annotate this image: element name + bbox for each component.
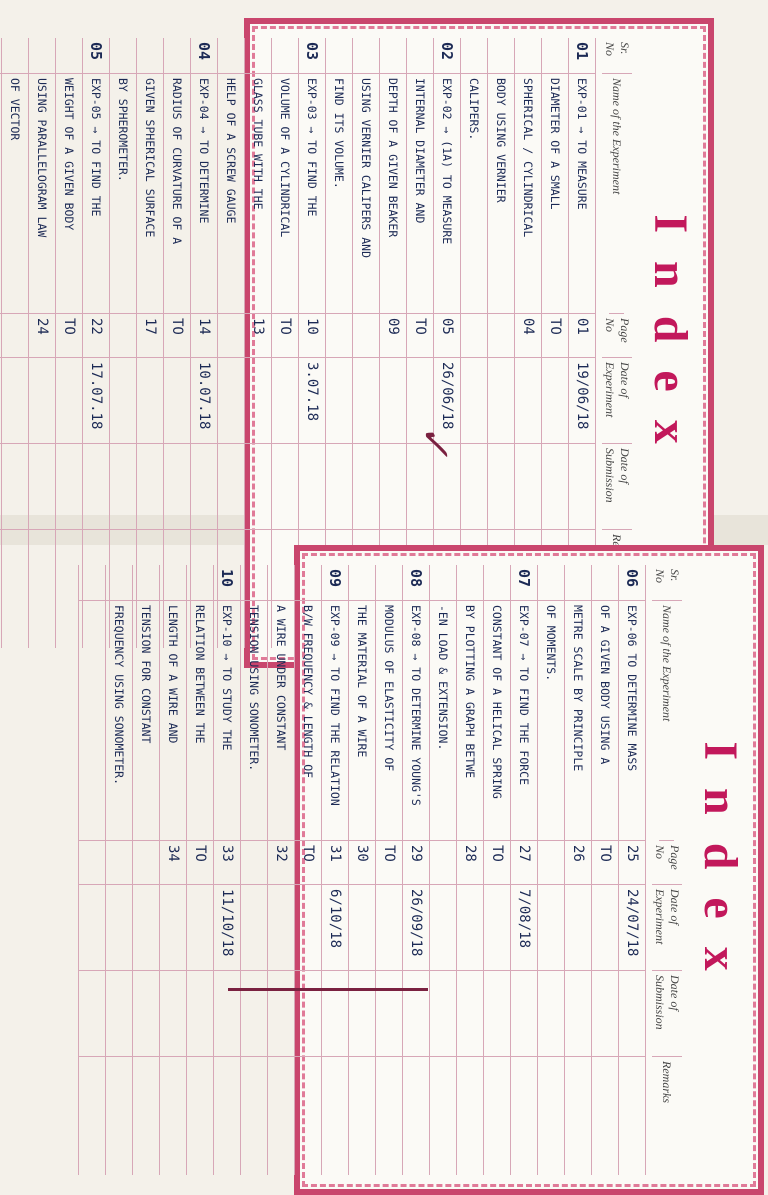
date-experiment-cell	[110, 358, 136, 444]
date-submission-cell	[322, 971, 348, 1057]
experiment-name-cell: WEIGHT OF A GIVEN BODY	[56, 74, 82, 314]
date-experiment-cell: 10.07.18	[191, 358, 217, 444]
remarks-cell	[268, 1057, 294, 1175]
rows-page2	[78, 565, 645, 1175]
date-submission-cell	[353, 444, 379, 530]
date-experiment-cell	[133, 885, 159, 971]
experiment-name-cell: MODULUS OF ELASTICITY OF	[376, 601, 402, 841]
experiment-name-cell: GIVEN SPHERICAL SURFACE	[137, 74, 163, 314]
sr-cell	[241, 565, 267, 601]
date-submission-cell	[299, 444, 325, 530]
empty-cell	[0, 74, 1, 314]
date-submission-cell	[187, 971, 213, 1057]
page-no-cell: 34	[160, 841, 186, 885]
empty-cell	[0, 358, 1, 444]
page-no-cell: TO	[295, 841, 321, 885]
sr-cell	[133, 565, 159, 601]
header-date-exp: Date of Experiment	[602, 358, 632, 444]
page-no-cell: TO	[272, 314, 298, 358]
sr-cell: 01	[569, 38, 595, 74]
date-submission-cell	[515, 444, 541, 530]
date-submission-cell	[592, 971, 618, 1057]
experiment-name-cell: LENGTH OF A WIRE AND	[160, 601, 186, 841]
header-page: Page No	[602, 314, 632, 358]
sr-cell	[187, 565, 213, 601]
date-submission-cell	[542, 444, 568, 530]
sr-cell: 03	[299, 38, 325, 74]
remarks-cell	[187, 1057, 213, 1175]
page-no-cell	[133, 841, 159, 885]
sr-cell	[407, 38, 433, 74]
experiment-name-cell: DEPTH OF A GIVEN BEAKER	[380, 74, 406, 314]
date-submission-cell	[295, 971, 321, 1057]
experiment-name-cell: USING VERNIER CALIPERS AND	[353, 74, 379, 314]
date-experiment-cell	[245, 358, 271, 444]
date-experiment-cell: 6/10/18	[322, 885, 348, 971]
date-experiment-cell	[218, 358, 244, 444]
page-no-cell: 32	[268, 841, 294, 885]
remarks-cell	[538, 1057, 564, 1175]
date-experiment-cell	[376, 885, 402, 971]
date-experiment-cell: 11/10/18	[214, 885, 240, 971]
table-row	[244, 38, 271, 648]
date-submission-cell	[565, 971, 591, 1057]
experiment-name-cell: GLASS TUBE WITH THE	[245, 74, 271, 314]
header-sr: Sr. No	[602, 38, 632, 74]
date-submission-cell	[380, 444, 406, 530]
page-no-cell: 25	[619, 841, 645, 885]
table-row	[429, 565, 456, 1175]
page-no-cell	[461, 314, 487, 358]
sr-cell	[110, 38, 136, 74]
sr-cell	[160, 565, 186, 601]
sr-cell	[349, 565, 375, 601]
header-date-exp: Date of Experiment	[652, 885, 682, 971]
table-row	[163, 38, 190, 648]
page-no-cell: TO	[407, 314, 433, 358]
remarks-cell	[457, 1057, 483, 1175]
date-submission-cell	[484, 971, 510, 1057]
experiment-name-cell: EXP-02 → (1A) TO MEASURE	[434, 74, 460, 314]
sr-cell	[515, 38, 541, 74]
experiment-name-cell: EXP-10 → TO STUDY THE	[214, 601, 240, 841]
page-no-cell	[538, 841, 564, 885]
date-experiment-cell	[457, 885, 483, 971]
table-row	[618, 565, 645, 1175]
date-submission-cell	[430, 971, 456, 1057]
date-submission-cell	[191, 444, 217, 530]
experiment-name-cell: RADIUS OF CURVATURE OF A	[164, 74, 190, 314]
table-row	[28, 38, 55, 648]
sr-cell	[218, 38, 244, 74]
remarks-cell	[2, 530, 28, 648]
date-submission-cell	[511, 971, 537, 1057]
page-no-cell: 28	[457, 841, 483, 885]
page-no-cell: 30	[349, 841, 375, 885]
date-submission-cell	[137, 444, 163, 530]
sr-cell: 02	[434, 38, 460, 74]
date-experiment-cell	[565, 885, 591, 971]
sr-cell	[268, 565, 294, 601]
remarks-cell	[322, 1057, 348, 1175]
page-no-cell: TO	[164, 314, 190, 358]
header-date-sub: Date of Submission	[652, 971, 682, 1057]
page-no-cell	[326, 314, 352, 358]
date-experiment-cell	[349, 885, 375, 971]
experiment-name-cell: BODY USING VERNIER	[488, 74, 514, 314]
empty-cell	[79, 601, 105, 841]
sr-cell	[565, 565, 591, 601]
table-row	[186, 565, 213, 1175]
date-submission-cell	[241, 971, 267, 1057]
date-submission-cell	[164, 444, 190, 530]
date-experiment-cell: 7/08/18	[511, 885, 537, 971]
page-no-cell: 01	[569, 314, 595, 358]
date-experiment-cell	[268, 885, 294, 971]
page-no-cell	[110, 314, 136, 358]
experiment-name-cell: EXP-01 → TO MEASURE	[569, 74, 595, 314]
date-experiment-cell	[430, 885, 456, 971]
date-submission-cell	[245, 444, 271, 530]
date-experiment-cell	[515, 358, 541, 444]
sr-cell	[461, 38, 487, 74]
sr-cell: 09	[322, 565, 348, 601]
experiment-name-cell: INTERNAL DIAMETER AND	[407, 74, 433, 314]
remarks-cell	[214, 1057, 240, 1175]
experiment-name-cell: OF MOMENTS.	[538, 601, 564, 841]
experiment-name-cell: EXP-06 TO DETERMINE MASS	[619, 601, 645, 841]
experiment-name-cell: DIAMETER OF A SMALL	[542, 74, 568, 314]
table-row	[213, 565, 240, 1175]
table-row	[217, 38, 244, 648]
date-submission-cell	[110, 444, 136, 530]
empty-cell	[0, 530, 1, 648]
sr-cell	[592, 565, 618, 601]
table-row	[82, 38, 109, 648]
sr-cell	[542, 38, 568, 74]
header-date-sub: Date of Submission	[602, 444, 632, 530]
sr-cell	[488, 38, 514, 74]
remarks-cell	[160, 1057, 186, 1175]
date-submission-cell	[326, 444, 352, 530]
sr-cell	[164, 38, 190, 74]
page-no-cell: 05	[434, 314, 460, 358]
date-experiment-cell	[137, 358, 163, 444]
remarks-cell	[484, 1057, 510, 1175]
table-row	[402, 565, 429, 1175]
date-experiment-cell	[29, 358, 55, 444]
page-no-cell	[430, 841, 456, 885]
table-row	[510, 565, 537, 1175]
date-experiment-cell: 26/09/18	[403, 885, 429, 971]
sr-cell	[484, 565, 510, 601]
date-experiment-cell	[380, 358, 406, 444]
remarks-cell	[295, 1057, 321, 1175]
sr-cell	[295, 565, 321, 601]
date-submission-cell	[56, 444, 82, 530]
date-submission-cell	[569, 444, 595, 530]
table-row	[240, 565, 267, 1175]
experiment-name-cell: TENSION USING SONOMETER.	[241, 601, 267, 841]
page-no-cell: 29	[403, 841, 429, 885]
remarks-cell	[106, 1057, 132, 1175]
experiment-name-cell: USING PARALLELOGRAM LAW	[29, 74, 55, 314]
page-no-cell: 13	[245, 314, 271, 358]
table-row	[105, 565, 132, 1175]
sr-cell	[353, 38, 379, 74]
date-experiment-cell: 24/07/18	[619, 885, 645, 971]
date-experiment-cell	[488, 358, 514, 444]
date-experiment-cell	[461, 358, 487, 444]
sr-cell: 08	[403, 565, 429, 601]
page-title: Index	[644, 214, 697, 472]
page-no-cell: 17	[137, 314, 163, 358]
date-submission-cell	[29, 444, 55, 530]
sr-cell	[272, 38, 298, 74]
sr-cell	[376, 565, 402, 601]
page-no-cell: 26	[565, 841, 591, 885]
page-no-cell: 04	[515, 314, 541, 358]
date-submission-cell	[349, 971, 375, 1057]
date-experiment-cell	[56, 358, 82, 444]
table-row	[159, 565, 186, 1175]
remarks-cell	[403, 1057, 429, 1175]
sr-cell	[56, 38, 82, 74]
empty-cell	[0, 314, 1, 358]
page-no-cell: 33	[214, 841, 240, 885]
table-row	[109, 38, 136, 648]
page-no-cell: 24	[29, 314, 55, 358]
page-no-cell: TO	[376, 841, 402, 885]
page-no-cell: TO	[592, 841, 618, 885]
table-row	[1, 38, 28, 648]
page-no-cell: 31	[322, 841, 348, 885]
experiment-name-cell: CALIPERS.	[461, 74, 487, 314]
header-sr: Sr. No	[652, 565, 682, 601]
checkmark-icon: ✓	[413, 424, 457, 458]
table-row	[483, 565, 510, 1175]
date-experiment-cell	[295, 885, 321, 971]
date-experiment-cell	[2, 358, 28, 444]
remarks-cell	[430, 1057, 456, 1175]
sr-cell: 07	[511, 565, 537, 601]
index-page-2	[112, 545, 764, 1195]
page-no-cell: TO	[56, 314, 82, 358]
sr-cell: 04	[191, 38, 217, 74]
date-experiment-cell	[272, 358, 298, 444]
table-header	[645, 565, 688, 1175]
sr-cell	[457, 565, 483, 601]
sr-cell	[430, 565, 456, 601]
date-experiment-cell: 26/06/18	[434, 358, 460, 444]
experiment-name-cell: EXP-05 → TO FIND THE	[83, 74, 109, 314]
experiment-name-cell: EXP-04 → TO DETERMINE	[191, 74, 217, 314]
page-no-cell: 10	[299, 314, 325, 358]
experiment-name-cell: SPHERICAL / CYLINDRICAL	[515, 74, 541, 314]
experiment-name-cell: EXP-07 → TO FIND THE FORCE	[511, 601, 537, 841]
empty-cell	[79, 971, 105, 1057]
page-no-cell	[241, 841, 267, 885]
experiment-name-cell: EXP-08 → TO DETERMINE YOUNG'S	[403, 601, 429, 841]
table-row	[78, 565, 105, 1175]
date-submission-cell	[619, 971, 645, 1057]
page-no-cell	[353, 314, 379, 358]
remarks-cell	[619, 1057, 645, 1175]
table-row	[321, 565, 348, 1175]
date-experiment-cell: 19/06/18	[569, 358, 595, 444]
sr-cell	[538, 565, 564, 601]
date-experiment-cell	[484, 885, 510, 971]
date-experiment-cell: 17.07.18	[83, 358, 109, 444]
remarks-cell	[376, 1057, 402, 1175]
date-experiment-cell	[542, 358, 568, 444]
date-experiment-cell	[241, 885, 267, 971]
remarks-cell	[592, 1057, 618, 1175]
experiment-name-cell: RELATION BETWEEN THE	[187, 601, 213, 841]
remarks-cell	[29, 530, 55, 648]
remarks-cell	[565, 1057, 591, 1175]
page-no-cell: TO	[484, 841, 510, 885]
page-no-cell: 27	[511, 841, 537, 885]
remarks-cell	[511, 1057, 537, 1175]
page-no-cell: 22	[83, 314, 109, 358]
page-no-cell	[2, 314, 28, 358]
date-submission-cell	[218, 444, 244, 530]
header-page: Page No	[652, 841, 682, 885]
signature-line	[228, 988, 428, 991]
date-experiment-cell	[592, 885, 618, 971]
page-title: Index	[694, 741, 747, 999]
sr-cell	[380, 38, 406, 74]
page-no-cell: 09	[380, 314, 406, 358]
experiment-name-cell: HELP OF A SCREW GAUGE	[218, 74, 244, 314]
empty-cell	[79, 885, 105, 971]
header-name: Name of the Experiment	[610, 74, 625, 314]
experiment-name-cell: EXP-03 → TO FIND THE	[299, 74, 325, 314]
empty-cell	[0, 444, 1, 530]
sr-cell: 10	[214, 565, 240, 601]
table-row	[55, 38, 82, 648]
experiment-name-cell: BY SPHEROMETER.	[110, 74, 136, 314]
sr-cell	[106, 565, 132, 601]
table-row	[564, 565, 591, 1175]
date-experiment-cell	[353, 358, 379, 444]
sr-cell: 05	[83, 38, 109, 74]
table-row	[294, 565, 321, 1175]
table-row	[0, 38, 1, 648]
date-submission-cell	[268, 971, 294, 1057]
page-no-cell: TO	[542, 314, 568, 358]
date-submission-cell	[272, 444, 298, 530]
experiment-name-cell: THE MATERIAL OF A WIRE	[349, 601, 375, 841]
date-submission-cell	[83, 444, 109, 530]
experiment-name-cell: -EN LOAD & EXTENSION.	[430, 601, 456, 841]
page-no-cell	[218, 314, 244, 358]
sr-cell: 06	[619, 565, 645, 601]
date-experiment-cell	[538, 885, 564, 971]
experiment-name-cell: FREQUENCY USING SONOMETER.	[106, 601, 132, 841]
experiment-name-cell: TENSION FOR CONSTANT	[133, 601, 159, 841]
date-experiment-cell: 3.07.18	[299, 358, 325, 444]
experiment-name-cell: CONSTANT OF A HELICAL SPRING	[484, 601, 510, 841]
table-row	[348, 565, 375, 1175]
date-experiment-cell	[160, 885, 186, 971]
remarks-cell	[349, 1057, 375, 1175]
index-table	[112, 565, 688, 1175]
experiment-name-cell: METRE SCALE BY PRINCIPLE	[565, 601, 591, 841]
date-submission-cell	[538, 971, 564, 1057]
table-row	[136, 38, 163, 648]
date-submission-cell	[2, 444, 28, 530]
experiment-name-cell: B/W FREQUENCY & LENGTH OF	[295, 601, 321, 841]
remarks-cell	[133, 1057, 159, 1175]
date-submission-cell	[488, 444, 514, 530]
date-submission-cell	[461, 444, 487, 530]
experiment-name-cell: OF VECTOR	[2, 74, 28, 314]
table-row	[456, 565, 483, 1175]
sr-cell	[29, 38, 55, 74]
experiment-name-cell: BY PLOTTING A GRAPH BETWE	[457, 601, 483, 841]
date-submission-cell	[133, 971, 159, 1057]
sr-cell	[245, 38, 271, 74]
experiment-name-cell: OF A GIVEN BODY USING A	[592, 601, 618, 841]
experiment-name-cell: VOLUME OF A CYLINDRICAL	[272, 74, 298, 314]
table-row	[375, 565, 402, 1175]
sr-cell	[137, 38, 163, 74]
table-row	[190, 38, 217, 648]
header-name: Name of the Experiment	[660, 601, 675, 841]
table-row	[537, 565, 564, 1175]
experiment-name-cell: A WIRE UNDER CONSTANT	[268, 601, 294, 841]
date-experiment-cell	[164, 358, 190, 444]
empty-cell	[0, 38, 1, 74]
remarks-cell	[241, 1057, 267, 1175]
table-row	[267, 565, 294, 1175]
sr-cell	[2, 38, 28, 74]
date-submission-cell	[457, 971, 483, 1057]
page-no-cell	[488, 314, 514, 358]
date-submission-cell	[403, 971, 429, 1057]
sr-cell	[326, 38, 352, 74]
date-submission-cell	[376, 971, 402, 1057]
empty-cell	[79, 565, 105, 601]
date-experiment-cell	[187, 885, 213, 971]
page-no-cell	[106, 841, 132, 885]
empty-cell	[79, 1057, 105, 1175]
page-no-cell: TO	[187, 841, 213, 885]
header-remarks: Remarks	[660, 1061, 675, 1103]
date-experiment-cell	[106, 885, 132, 971]
date-submission-cell	[106, 971, 132, 1057]
empty-cell	[79, 841, 105, 885]
page-no-cell: 14	[191, 314, 217, 358]
date-submission-cell	[214, 971, 240, 1057]
date-experiment-cell	[326, 358, 352, 444]
experiment-name-cell: EXP-09 → TO FIND THE RELATION	[322, 601, 348, 841]
date-submission-cell	[160, 971, 186, 1057]
table-row	[591, 565, 618, 1175]
experiment-name-cell: FIND ITS VOLUME.	[326, 74, 352, 314]
table-row	[132, 565, 159, 1175]
